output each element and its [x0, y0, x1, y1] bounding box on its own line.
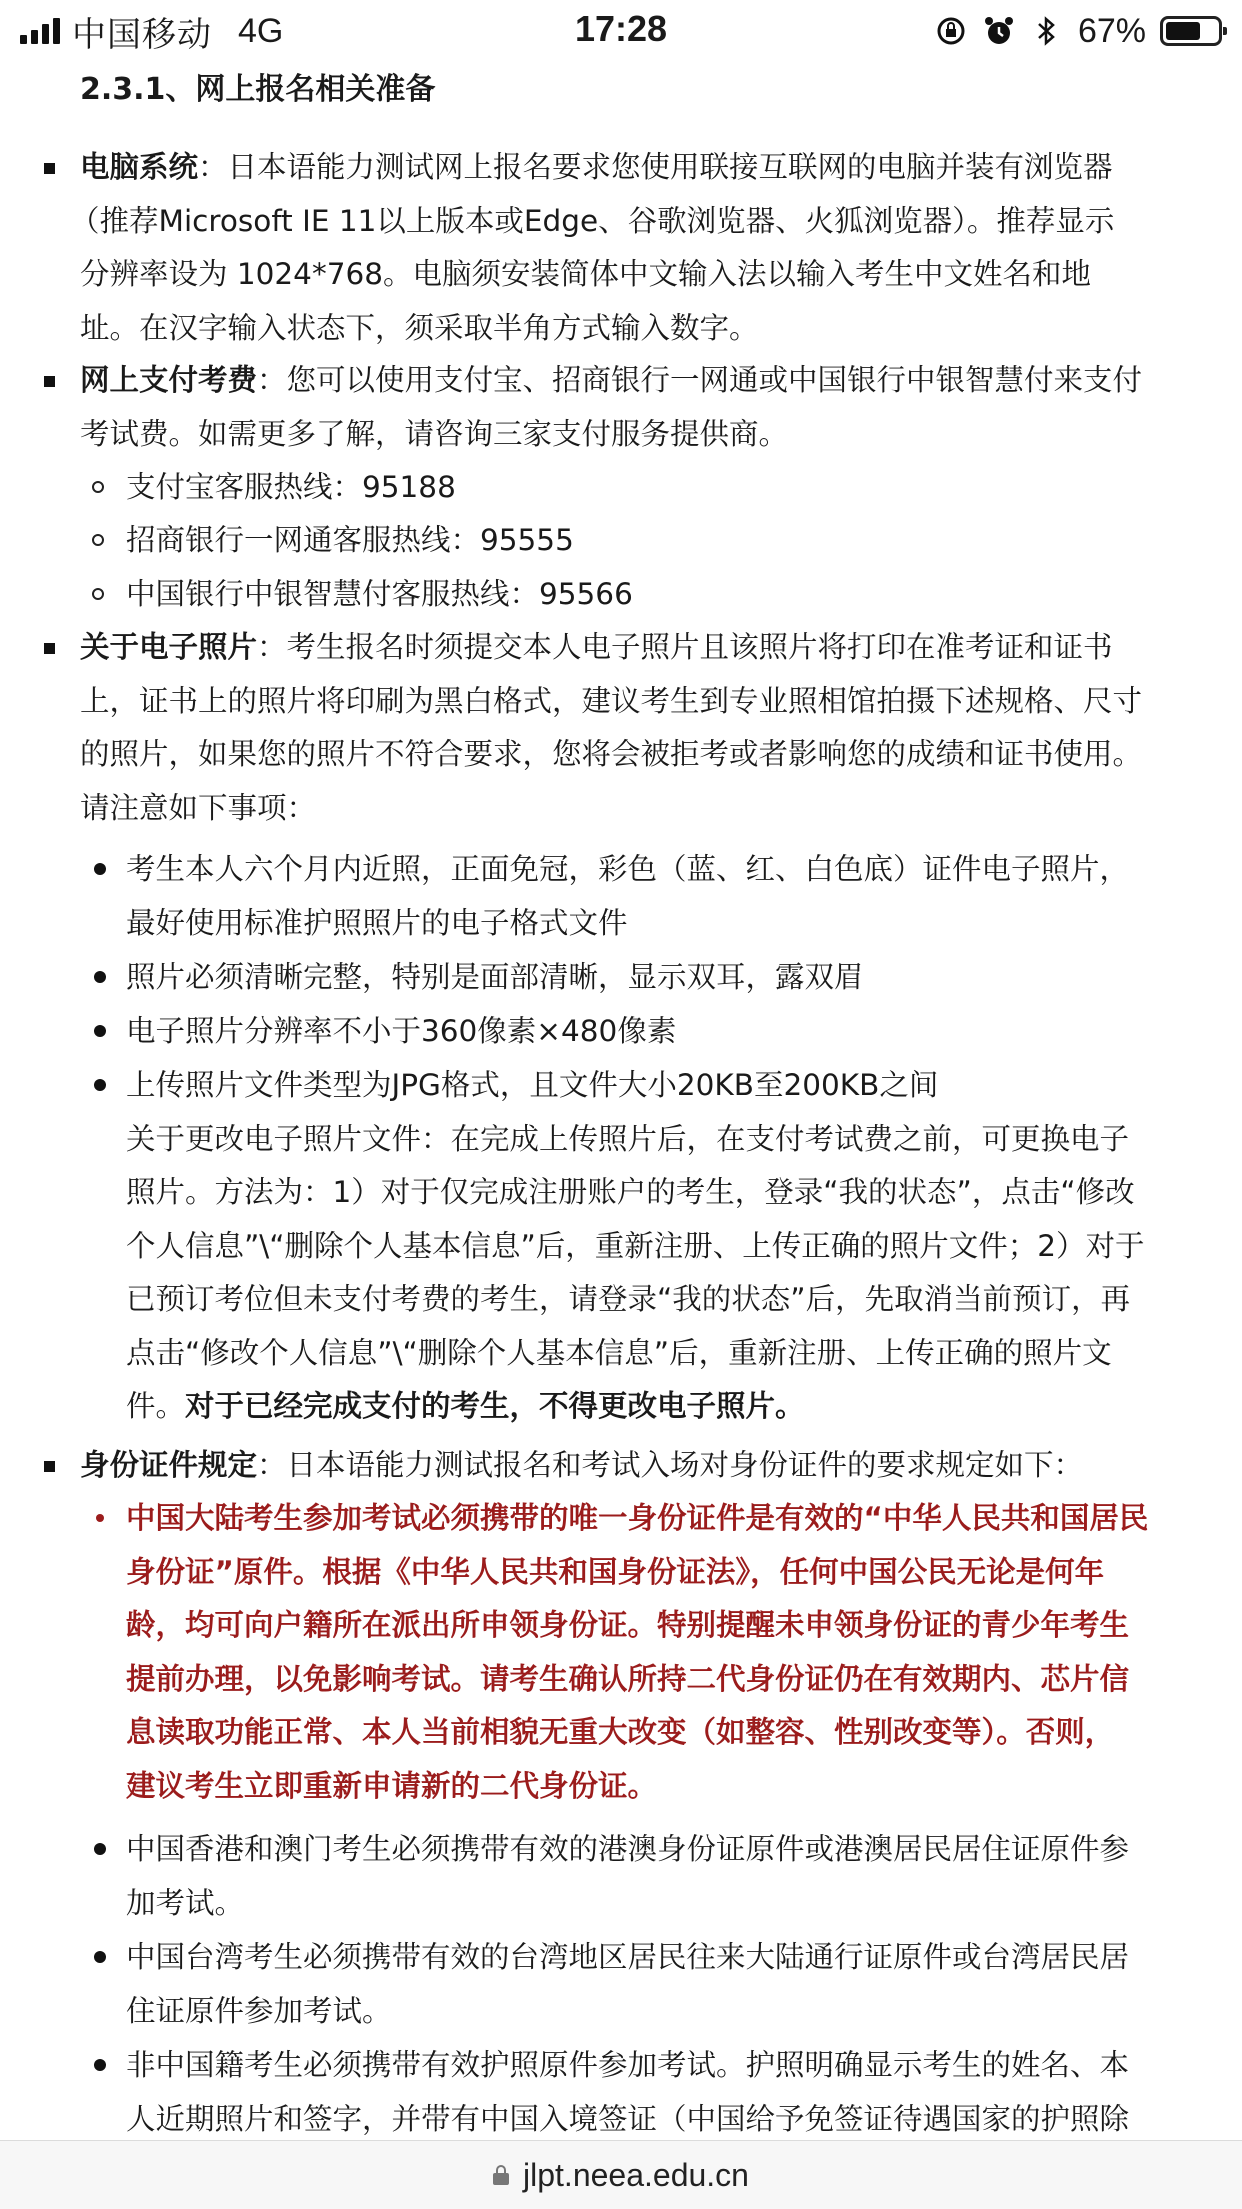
text-line: 最好使用标准护照照片的电子格式文件 — [126, 905, 628, 940]
text-line: 中国台湾考生必须携带有效的台湾地区居民往来大陆通行证原件或台湾居民居 — [126, 1940, 1130, 1974]
item-label: 网上支付考费 — [80, 363, 258, 397]
dot-bullet-icon — [94, 1843, 106, 1855]
battery-percent: 67% — [1077, 11, 1146, 50]
photo-rule-3 — [126, 1005, 1206, 1059]
text-line: 考试费。如需更多了解，请咨询三家支付服务提供商。 — [80, 416, 789, 451]
hotline-cmb — [126, 514, 1206, 568]
dot-bullet-icon — [94, 971, 106, 983]
network-type: 4G — [238, 11, 284, 50]
id-rule-hk-macau — [126, 1823, 1206, 1930]
photo-rule-2 — [126, 951, 1206, 1005]
alarm-icon — [982, 14, 1016, 48]
text-line: 关于更改电子照片文件：在完成上传照片后，在支付考试费之前，可更换电子 — [126, 1121, 1130, 1156]
browser-url-bar[interactable] — [0, 2140, 1242, 2209]
photo-rule-4 — [126, 1059, 1206, 1434]
lock-icon — [493, 2165, 509, 2185]
text-line: 住证原件参加考试。 — [126, 1993, 392, 2028]
dot-bullet-icon — [94, 1951, 106, 1963]
circle-bullet-icon — [92, 534, 104, 546]
list-item-online-payment — [80, 354, 1190, 461]
text-line: 考生本人六个月内近照，正面免冠，彩色（蓝、红、白色底）证件电子照片， — [126, 852, 1130, 886]
text-line: ：考生报名时须提交本人电子照片且该照片将打印在准考证和证书 — [257, 630, 1113, 664]
hotline-boc — [126, 568, 1206, 622]
hotline-text: 支付宝客服热线：95188 — [126, 470, 456, 504]
carrier-name: 中国移动 — [72, 15, 212, 54]
text-line: 分辨率设为 1024*768。电脑须安装简体中文输入法以输入考生中文姓名和地 — [80, 257, 1092, 291]
text-line: 上传照片文件类型为JPG格式，且文件大小20KB至200KB之间 — [126, 1068, 939, 1102]
text-line: 身份证”原件。根据《中华人民共和国身份证法》，任何中国公民无论是何年 — [126, 1554, 1105, 1589]
list-item-electronic-photo — [80, 621, 1190, 835]
url-text[interactable]: jlpt.neea.edu.cn — [523, 2156, 749, 2193]
text-line: 址。在汉字输入状态下，须采取半角方式输入数字。 — [80, 310, 759, 345]
item-label: 电脑系统 — [80, 150, 199, 184]
text-line: 加考试。 — [126, 1885, 245, 1920]
id-rule-mainland — [126, 1492, 1206, 1813]
section-heading: 2.3.1、网上报名相关准备 — [80, 72, 436, 107]
text-line: 已预订考位但未支付考费的考生，请登录“我的状态”后，先取消当前预订，再 — [126, 1282, 1131, 1316]
dot-bullet-icon — [94, 1079, 106, 1091]
circle-bullet-icon — [92, 588, 104, 600]
text-line: 龄，均可向户籍所在派出所申领身份证。特别提醒未申领身份证的青少年考生 — [126, 1608, 1130, 1642]
text-line: （推荐Microsoft IE 11以上版本或Edge、谷歌浏览器、火狐浏览器）。推荐显示 — [70, 203, 1115, 238]
hotline-text: 中国银行中银智慧付客服热线：95566 — [126, 577, 633, 611]
text-line: ：您可以使用支付宝、招商银行一网通或中国银行中银智慧付来支付 — [257, 363, 1143, 397]
square-bullet-icon — [44, 643, 55, 654]
text-line: ：日本语能力测试网上报名要求您使用联接互联网的电脑并装有浏览器 — [198, 150, 1113, 184]
list-item-id-documents — [80, 1439, 1190, 1493]
text-line: 件。 — [126, 1389, 186, 1423]
hotline-text: 招商银行一网通客服热线：95555 — [126, 523, 574, 557]
clock: 17:28 — [574, 8, 668, 49]
text-line: 个人信息”\“删除个人基本信息”后，重新注册、上传正确的照片文件；2）对于 — [126, 1228, 1145, 1263]
text-line: 建议考生立即重新申请新的二代身份证。 — [126, 1768, 658, 1803]
text-line: 的照片，如果您的照片不符合要求，您将会被拒考或者影响您的成绩和证书使用。 — [80, 737, 1143, 771]
status-bar — [0, 0, 1242, 62]
square-bullet-icon — [44, 376, 55, 387]
dot-bullet-icon — [94, 1025, 106, 1037]
text-line: 请注意如下事项： — [80, 790, 317, 825]
battery-icon — [1160, 16, 1222, 46]
item-label: 身份证件规定 — [80, 1448, 258, 1482]
text-line: 照片必须清晰完整，特别是面部清晰，显示双耳，露双眉 — [126, 960, 864, 994]
text-line: 中国大陆考生参加考试必须携带的唯一身份证件是有效的“中华人民共和国居民 — [126, 1501, 1149, 1535]
dot-bullet-icon — [96, 1514, 104, 1522]
text-line: 中国香港和澳门考生必须携带有效的港澳身份证原件或港澳居民居住证原件参 — [126, 1832, 1130, 1866]
text-line: 上，证书上的照片将印刷为黑白格式，建议考生到专业照相馆拍摄下述规格、尺寸 — [80, 683, 1143, 718]
rotation-lock-icon — [934, 14, 968, 48]
square-bullet-icon — [44, 163, 55, 174]
square-bullet-icon — [44, 1461, 55, 1472]
status-right — [934, 10, 1222, 52]
text-line: 电子照片分辨率不小于360像素×480像素 — [126, 1014, 677, 1048]
text-line: 人近期照片和签字，并带有中国入境签证（中国给予免签证待遇国家的护照除 — [126, 2101, 1130, 2136]
item-label: 关于电子照片 — [80, 630, 258, 664]
battery-fill — [1166, 22, 1200, 40]
text-line: 点击“修改个人信息”\“删除个人基本信息”后，重新注册、上传正确的照片文 — [126, 1335, 1112, 1370]
text-line: 提前办理，以免影响考试。请考生确认所持二代身份证仍在有效期内、芯片信 — [126, 1661, 1130, 1696]
text-line: 息读取功能正常、本人当前相貌无重大改变（如整容、性别改变等）。否则， — [126, 1715, 1115, 1749]
list-item-computer-system — [70, 141, 1190, 355]
dot-bullet-icon — [94, 2059, 106, 2071]
hotline-alipay — [126, 461, 1206, 515]
text-line: 非中国籍考生必须携带有效护照原件参加考试。护照明确显示考生的姓名、本 — [126, 2048, 1130, 2082]
text-line: ：日本语能力测试报名和考试入场对身份证件的要求规定如下： — [257, 1448, 1084, 1482]
bluetooth-icon — [1030, 14, 1064, 48]
photo-rule-1 — [126, 843, 1206, 950]
dot-bullet-icon — [94, 863, 106, 875]
photo-change-warning: 对于已经完成支付的考生，不得更改电子照片。 — [185, 1389, 805, 1423]
id-rule-taiwan — [126, 1931, 1206, 2038]
id-rule-foreign — [126, 2039, 1206, 2140]
text-line: 照片。方法为：1）对于仅完成注册账户的考生，登录“我的状态”，点击“修改 — [126, 1175, 1135, 1209]
circle-bullet-icon — [92, 481, 104, 493]
